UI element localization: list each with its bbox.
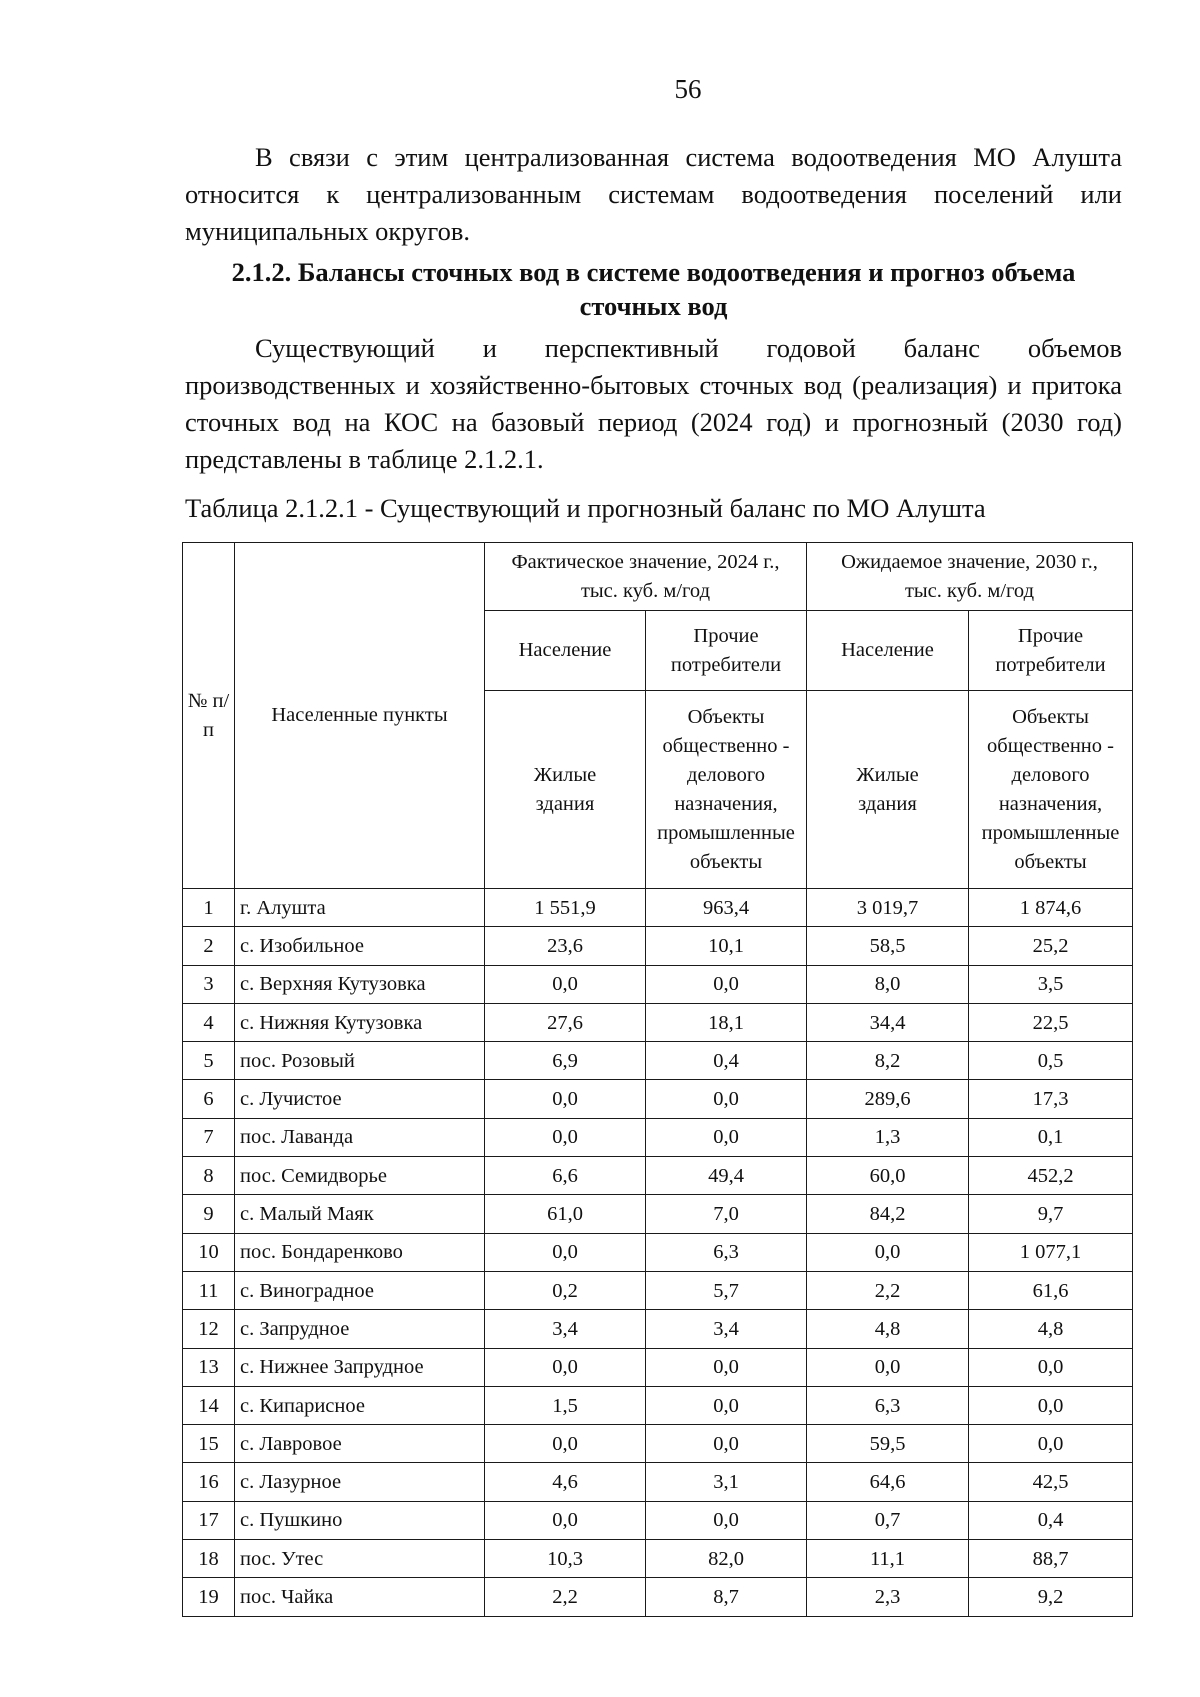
cell-population-2030: 2,2 (807, 1271, 969, 1309)
cell-population-2024: 0,0 (485, 1348, 646, 1386)
cell-settlement-name: пос. Чайка (235, 1578, 485, 1616)
sub-header-residential-2024 (485, 691, 646, 889)
col-header-number: № п/п (183, 543, 235, 889)
cell-other-2030: 22,5 (969, 1003, 1133, 1041)
cell-population-2030: 0,0 (807, 1233, 969, 1271)
cell-other-2024: 0,0 (646, 1386, 807, 1424)
cell-population-2024: 61,0 (485, 1195, 646, 1233)
cell-settlement-name: пос. Лаванда (235, 1118, 485, 1156)
table-row (183, 1233, 1133, 1271)
table-row (183, 1003, 1133, 1041)
table-row (183, 927, 1133, 965)
residential-line2: здания (535, 792, 595, 815)
cell-other-2030: 452,2 (969, 1157, 1133, 1195)
residential-line2: здания (858, 792, 917, 815)
cell-other-2030: 88,7 (969, 1540, 1133, 1578)
cell-population-2024: 0,0 (485, 1501, 646, 1539)
table-row (183, 889, 1133, 927)
cell-other-2030: 25,2 (969, 927, 1133, 965)
cell-population-2024: 0,0 (485, 1080, 646, 1118)
objects-line5: промышленные (981, 821, 1120, 844)
cell-other-2024: 0,0 (646, 1080, 807, 1118)
cell-other-2024: 0,0 (646, 1425, 807, 1463)
cell-settlement-name: с. Лучистое (235, 1080, 485, 1118)
group-header-expected-line2: тыс. куб. м/год (904, 579, 1035, 602)
cell-other-2030: 42,5 (969, 1463, 1133, 1501)
cell-row-number: 12 (183, 1310, 235, 1348)
cell-population-2024: 3,4 (485, 1310, 646, 1348)
cell-settlement-name: с. Лазурное (235, 1463, 485, 1501)
cell-other-2024: 0,0 (646, 1118, 807, 1156)
cell-row-number: 14 (183, 1386, 235, 1424)
cell-population-2030: 1,3 (807, 1118, 969, 1156)
objects-line4: назначения, (998, 792, 1103, 815)
sub-header-population-2030: Население (807, 611, 969, 691)
cell-other-2024: 10,1 (646, 927, 807, 965)
cell-population-2030: 4,8 (807, 1310, 969, 1348)
group-header-expected-2030 (807, 543, 1133, 611)
table-body (183, 889, 1133, 1617)
sub-header-other-line1: Прочие (1017, 624, 1084, 647)
cell-other-2024: 5,7 (646, 1271, 807, 1309)
cell-population-2024: 0,0 (485, 1118, 646, 1156)
cell-settlement-name: с. Малый Маяк (235, 1195, 485, 1233)
cell-population-2024: 2,2 (485, 1578, 646, 1616)
cell-other-2030: 3,5 (969, 965, 1133, 1003)
cell-row-number: 7 (183, 1118, 235, 1156)
table-row (183, 1540, 1133, 1578)
cell-row-number: 15 (183, 1425, 235, 1463)
cell-other-2030: 9,7 (969, 1195, 1133, 1233)
cell-population-2030: 8,0 (807, 965, 969, 1003)
objects-line3: делового (687, 763, 765, 786)
cell-other-2024: 3,4 (646, 1310, 807, 1348)
table-row (183, 1386, 1133, 1424)
cell-other-2024: 82,0 (646, 1540, 807, 1578)
cell-other-2024: 6,3 (646, 1233, 807, 1271)
cell-population-2024: 0,0 (485, 965, 646, 1003)
cell-population-2030: 3 019,7 (807, 889, 969, 927)
table-row (183, 1042, 1133, 1080)
description-paragraph: Существующий и перспективный годовой баланс объемов производственных и хозяйственно-бытовых сточных вод (реализация) и притока сточных вод на КОС на базовый период (2024 год) и прогнозный (2030 год) представлены в таблице 2.1.2.1. (185, 333, 1122, 474)
cell-row-number: 3 (183, 965, 235, 1003)
group-header-expected-line1: Ожидаемое значение, 2030 г., (841, 550, 1098, 573)
cell-other-2030: 1 077,1 (969, 1233, 1133, 1271)
cell-population-2030: 8,2 (807, 1042, 969, 1080)
objects-line5: промышленные (657, 821, 795, 844)
cell-row-number: 10 (183, 1233, 235, 1271)
cell-other-2024: 0,4 (646, 1042, 807, 1080)
cell-population-2024: 0,2 (485, 1271, 646, 1309)
cell-population-2024: 6,6 (485, 1157, 646, 1195)
cell-population-2024: 0,0 (485, 1425, 646, 1463)
cell-row-number: 4 (183, 1003, 235, 1041)
cell-population-2030: 58,5 (807, 927, 969, 965)
cell-settlement-name: с. Виноградное (235, 1271, 485, 1309)
sub-header-other-2030 (969, 611, 1133, 691)
group-header-actual-line1: Фактическое значение, 2024 г., (511, 550, 780, 573)
cell-population-2030: 289,6 (807, 1080, 969, 1118)
cell-other-2024: 8,7 (646, 1578, 807, 1616)
sub-header-other-line2: потребители (995, 653, 1106, 676)
cell-row-number: 9 (183, 1195, 235, 1233)
cell-row-number: 11 (183, 1271, 235, 1309)
cell-other-2024: 7,0 (646, 1195, 807, 1233)
objects-line6: объекты (689, 850, 763, 873)
balance-table (182, 542, 1133, 1617)
cell-settlement-name: пос. Розовый (235, 1042, 485, 1080)
cell-other-2030: 4,8 (969, 1310, 1133, 1348)
cell-other-2030: 0,5 (969, 1042, 1133, 1080)
cell-other-2030: 0,0 (969, 1425, 1133, 1463)
cell-other-2024: 0,0 (646, 1348, 807, 1386)
cell-other-2030: 0,0 (969, 1386, 1133, 1424)
cell-population-2030: 11,1 (807, 1540, 969, 1578)
cell-population-2024: 0,0 (485, 1233, 646, 1271)
table-row (183, 1578, 1133, 1616)
objects-line1: Объекты (1012, 705, 1089, 728)
cell-population-2030: 6,3 (807, 1386, 969, 1424)
cell-other-2024: 49,4 (646, 1157, 807, 1195)
cell-population-2024: 1 551,9 (485, 889, 646, 927)
cell-row-number: 8 (183, 1157, 235, 1195)
residential-line1: Жилые (533, 763, 597, 786)
cell-settlement-name: с. Лавровое (235, 1425, 485, 1463)
cell-settlement-name: с. Кипарисное (235, 1386, 485, 1424)
table-row (183, 1348, 1133, 1386)
section-heading-line2: сточных вод (579, 291, 728, 321)
objects-line3: делового (1011, 763, 1090, 786)
cell-settlement-name: пос. Утес (235, 1540, 485, 1578)
table-row (183, 1118, 1133, 1156)
cell-population-2024: 4,6 (485, 1463, 646, 1501)
cell-population-2030: 59,5 (807, 1425, 969, 1463)
cell-population-2024: 10,3 (485, 1540, 646, 1578)
table-caption: Таблица 2.1.2.1 - Существующий и прогнозный баланс по МО Алушта (185, 493, 986, 523)
table-row (183, 1425, 1133, 1463)
section-heading (185, 255, 1122, 323)
cell-other-2024: 18,1 (646, 1003, 807, 1041)
cell-population-2030: 84,2 (807, 1195, 969, 1233)
group-header-actual-2024 (485, 543, 807, 611)
cell-other-2024: 0,0 (646, 965, 807, 1003)
cell-other-2030: 0,1 (969, 1118, 1133, 1156)
cell-other-2030: 17,3 (969, 1080, 1133, 1118)
cell-row-number: 19 (183, 1578, 235, 1616)
sub-header-residential-2030 (807, 691, 969, 889)
sub-header-other-line2: потребители (670, 653, 782, 676)
cell-row-number: 13 (183, 1348, 235, 1386)
cell-row-number: 5 (183, 1042, 235, 1080)
cell-population-2024: 27,6 (485, 1003, 646, 1041)
cell-other-2030: 1 874,6 (969, 889, 1133, 927)
cell-row-number: 18 (183, 1540, 235, 1578)
cell-row-number: 6 (183, 1080, 235, 1118)
cell-other-2024: 3,1 (646, 1463, 807, 1501)
cell-population-2024: 23,6 (485, 927, 646, 965)
residential-line1: Жилые (856, 763, 919, 786)
section-heading-line1: 2.1.2. Балансы сточных вод в системе водоотведения и прогноз объема (231, 257, 1076, 287)
cell-population-2030: 0,0 (807, 1348, 969, 1386)
col-header-settlement: Населенные пункты (235, 543, 485, 889)
cell-settlement-name: пос. Семидворье (235, 1157, 485, 1195)
cell-row-number: 1 (183, 889, 235, 927)
objects-line2: общественно - (987, 734, 1114, 757)
cell-population-2030: 0,7 (807, 1501, 969, 1539)
sub-header-objects-2030 (969, 691, 1133, 889)
cell-row-number: 17 (183, 1501, 235, 1539)
table-row (183, 1310, 1133, 1348)
cell-settlement-name: с. Пушкино (235, 1501, 485, 1539)
cell-population-2030: 2,3 (807, 1578, 969, 1616)
table-row (183, 1463, 1133, 1501)
page-number: 56 (674, 74, 702, 104)
objects-line1: Объекты (687, 705, 765, 728)
cell-settlement-name: с. Верхняя Кутузовка (235, 965, 485, 1003)
sub-header-other-line1: Прочие (693, 624, 759, 647)
sub-header-population-2024: Население (485, 611, 646, 691)
cell-row-number: 16 (183, 1463, 235, 1501)
table-row (183, 1157, 1133, 1195)
cell-other-2030: 0,0 (969, 1348, 1133, 1386)
cell-other-2030: 61,6 (969, 1271, 1133, 1309)
intro-paragraph: В связи с этим централизованная система водоотведения МО Алушта относится к централизованным системам водоотведения поселений или муниципальных округов. (185, 142, 1122, 246)
table-row (183, 1501, 1133, 1539)
cell-settlement-name: с. Нижняя Кутузовка (235, 1003, 485, 1041)
cell-population-2024: 6,9 (485, 1042, 646, 1080)
cell-row-number: 2 (183, 927, 235, 965)
cell-population-2024: 1,5 (485, 1386, 646, 1424)
sub-header-objects-2024 (646, 691, 807, 889)
cell-other-2024: 963,4 (646, 889, 807, 927)
group-header-actual-line2: тыс. куб. м/год (580, 579, 711, 602)
cell-other-2030: 0,4 (969, 1501, 1133, 1539)
cell-settlement-name: пос. Бондаренково (235, 1233, 485, 1271)
table-row (183, 1080, 1133, 1118)
cell-settlement-name: г. Алушта (235, 889, 485, 927)
objects-line2: общественно - (662, 734, 790, 757)
cell-settlement-name: с. Запрудное (235, 1310, 485, 1348)
cell-other-2030: 9,2 (969, 1578, 1133, 1616)
objects-line4: назначения, (674, 792, 778, 815)
cell-settlement-name: с. Изобильное (235, 927, 485, 965)
table-row (183, 965, 1133, 1003)
cell-other-2024: 0,0 (646, 1501, 807, 1539)
table-row (183, 1195, 1133, 1233)
cell-population-2030: 34,4 (807, 1003, 969, 1041)
cell-settlement-name: с. Нижнее Запрудное (235, 1348, 485, 1386)
objects-line6: объекты (1014, 850, 1087, 873)
cell-population-2030: 64,6 (807, 1463, 969, 1501)
cell-population-2030: 60,0 (807, 1157, 969, 1195)
sub-header-other-2024 (646, 611, 807, 691)
table-row (183, 1271, 1133, 1309)
